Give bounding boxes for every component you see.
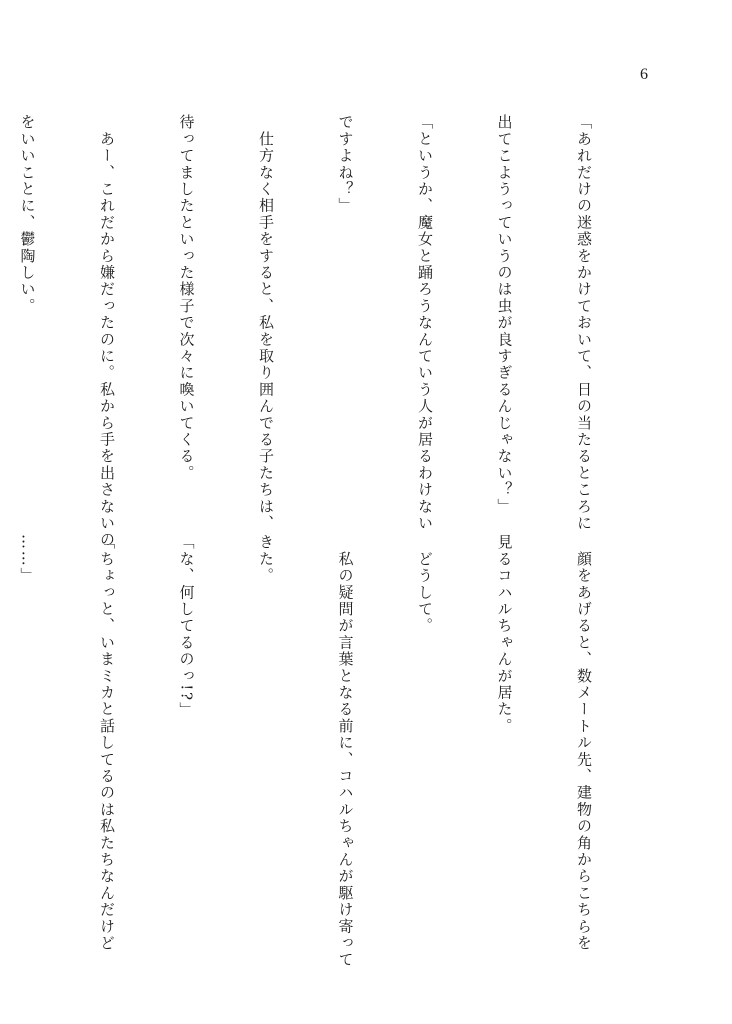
text-line: 「な、何してるのっ!?」	[177, 534, 196, 719]
text-line: あー、これだから嫌だったのに。私から手を出さないの	[98, 114, 116, 549]
text-line: どうして。	[416, 534, 434, 635]
text-line: 「というか、魔女と踊ろうなんていう人が居るわけない	[416, 114, 434, 532]
text-line: 「あれだけの迷惑をかけておいて、日の当たるところに	[575, 114, 593, 532]
bottom-text-section	[0, 534, 650, 969]
page-number: 6	[640, 66, 648, 83]
text-line: 私の疑問が言葉となる前に、コハルちゃんが駆け寄って	[336, 534, 355, 969]
text-line: 「ちょっと、いまミカと話してるのは私たちなんだけど	[98, 534, 116, 952]
text-line: ですよね？」	[336, 114, 355, 215]
text-line: 仕方なく相手をすると、私を取り囲んでる子たちは、	[257, 114, 275, 532]
text-line: ……」	[18, 534, 37, 585]
top-text-section	[0, 114, 650, 549]
text-line: 顔をあげると、数メートル先、建物の角からこちらを	[575, 534, 593, 952]
text-line: きた。	[257, 534, 275, 585]
text-line: 出てこようっていうのは虫が良すぎるんじゃない？」	[495, 114, 514, 515]
text-line: 見るコハルちゃんが居た。	[495, 534, 514, 735]
text-line: 待ってましたといった様子で次々に喚いてくる。	[177, 114, 196, 482]
text-line: をいいことに、鬱陶しい。	[18, 114, 37, 315]
